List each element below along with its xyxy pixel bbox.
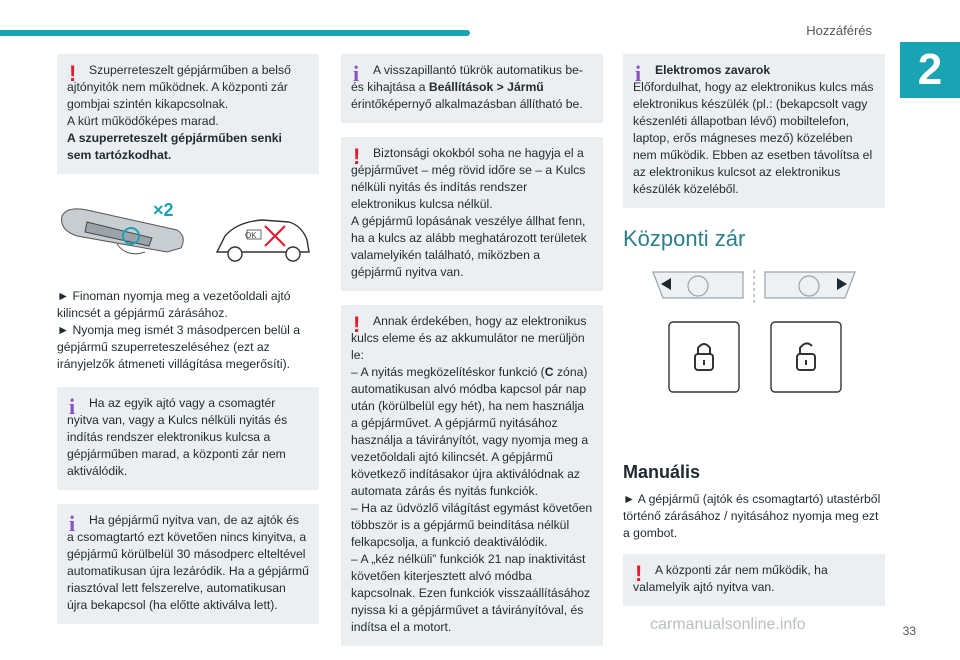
warning-text: Biztonsági okokból soha ne hagyja el a gépjárművet – még rövid időre se – a Kulcs nélküli nyitás és indítás rendszer elektronikus kulcsa nélkül. [351,146,586,211]
info-text: Előfordulhat, hogy az elektronikus kulcs más elektronikus készülék (pl.: (bekapcsolt vagy készenléti állapotban lévő) mobiltelefon, laptop, erős mágneses mező) közelében nem működik. Ebben az esetben távolítsa el az elektronikus kulcsot az elektronikus készülék közeléből. [633,80,874,196]
warning-text: A központi zár nem működik, ha valamelyik ajtó nyitva van. [633,563,828,594]
section-heading: Központi zár [623,226,746,251]
warning-icon: ! [635,561,643,586]
step-1: ► Finoman nyomja meg a vezetőoldali ajtó kilincsét a gépjármű zárásához. [57,289,291,320]
warning-box-superlock [57,54,319,174]
warning-text: – Ha az üdvözlő világítást egymást követően többször is a gépjármű beindítása nélkül felkapcsolja, a funkció deaktiválódik. [351,501,593,549]
warning-bold: A szuperreteszelt gépjárműben senki sem tartózkodhat. [67,131,282,162]
chapter-number: 2 [900,42,960,98]
warning-text: A gépjármű lopásának veszélye állhat fenn, ha a kulcs az alább meghatározott területek valamelyikén található, miközben a gépjármű nyitva van. [351,214,587,279]
warning-icon: ! [353,312,361,337]
subheading: Manuális [623,462,701,482]
warning-text: Szuperreteszelt gépjárműben a belső ajtónyitók nem működnek. A központi zár gombjai szintén kikapcsolnak. [67,63,291,111]
info-icon: i [353,61,360,86]
central-lock-illustration [623,264,885,440]
info-box-mirrors [341,54,603,123]
step-2: ► Nyomja meg ismét 3 másodpercen belül a gépjármű szuperreteszeléséhez (ezt az irányjelzők átmeneti villágítása megerősíti). [57,323,301,371]
warning-icon: ! [69,61,77,86]
warning-box-door-open [623,554,885,606]
column-1 [57,54,319,638]
warning-box-safety [341,137,603,291]
info-text: Ha az egyik ajtó vagy a csomagtér nyitva van, vagy a Kulcs nélküli nyitás és indítás rendszer elektronikus kulcsa a gépjárműben marad, a központi zár nem aktiválódik. [67,396,288,478]
manual-instruction: ► A gépjármű (ajtók és csomagtartó) utastérből történő zárásához / nyitásához nyomja meg ezt a gombot. [623,492,881,540]
warning-text: A kürt működőképes marad. [67,114,219,128]
info-box-door-open [57,387,319,490]
page-number: 33 [902,624,916,638]
warning-text: – A nyitás megközelítéskor funkció (C zóna) automatikusan alvó módba kapcsol pár nap után (körülbelül egy hét), ha nem használja a gépjárművet. A gépjármű nyitásához használja a távirányítót, vagy nyomja meg a vezetőoldali ajtó kilincsét. A gépjármű következő indításakor újra aktiválódnak az automata zárás és nyitás funkciók. [351,365,589,498]
info-icon: i [69,511,76,536]
column-2 [341,54,603,660]
ok-label: OK [245,231,257,240]
instructions [57,288,319,373]
press-twice-label: ×2 [153,200,174,220]
warning-box-battery [341,305,603,646]
info-box-interference [623,54,885,208]
info-text: A visszapillantó tükrök automatikus be- és kihajtása a Beállítások > Jármű érintőképernyő alkalmazásban állítható be. [351,63,583,111]
warning-text: Annak érdekében, hogy az elektronikus kulcs eleme és az akkumulátor ne merüljön le: [351,314,587,362]
door-handle-illustration [57,196,319,270]
info-icon: i [69,394,76,419]
warning-text: – A „kéz nélküli” funkciók 21 nap inaktivitást követően kiterjesztett alvó módba kapcsolnak. Ezen funkciók visszaállításához nyissa ki a gépjárművet a távirányítóval, és indítsa el a motort. [351,552,591,634]
info-icon: i [635,61,642,86]
info-box-auto-relock [57,504,319,624]
section-title: Hozzáférés [806,23,872,38]
header-accent-bar [0,30,470,36]
column-3 [623,54,885,620]
watermark: carmanualsonline.info [650,616,806,633]
info-text: Ha gépjármű nyitva van, de az ajtók és a csomagtartó ezt követően nincs kinyitva, a gépjármű körülbelül 30 másodperc elteltével automatikusan újra lezáródik. Ha a gépjármű riasztóval lett felszerelve, automatikusan újra bekapcsol (ha előtte aktiválva lett). [67,513,309,612]
info-title: Elektromos zavarok [655,63,771,77]
warning-icon: ! [353,144,361,169]
